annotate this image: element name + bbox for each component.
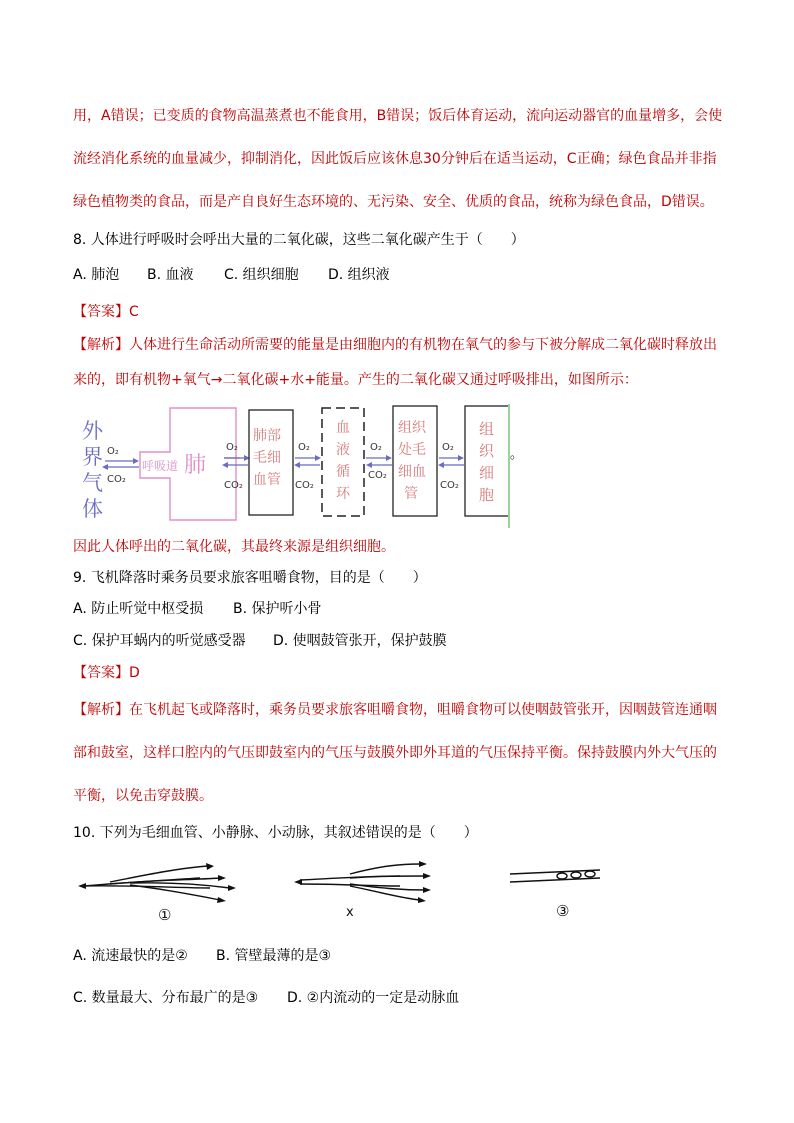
svg-text:胞: 胞 xyxy=(479,486,495,504)
svg-text:血管: 血管 xyxy=(253,472,281,488)
vessel-figure-3 xyxy=(510,870,600,882)
q9-option-b: B. 保护听小骨 xyxy=(233,601,322,617)
tissue-capillary-label xyxy=(398,420,427,502)
tissue-cell-label xyxy=(479,420,495,504)
analysis-tag: 【解析】 xyxy=(73,337,129,353)
q10-option-b: B. 管壁最薄的是③ xyxy=(216,948,332,964)
q10-options-row-2 xyxy=(73,988,459,1008)
answer-tag: 【答案】 xyxy=(73,665,129,681)
q8-conclusion: 因此人体呼出的二氧化碳，其最终来源是组织细胞。 xyxy=(73,539,395,555)
q9-options-row-1 xyxy=(73,599,322,619)
q10-option-a: A. 流速最快的是② xyxy=(73,948,188,964)
vessel-figure-1-label: ① xyxy=(158,906,172,924)
svg-text:环: 环 xyxy=(336,486,350,502)
co2-label-2: CO₂ xyxy=(224,480,243,491)
q7-text-line-1: 用，A错误；已变质的食物高温蒸煮也不能食用，B错误；饭后体育运动，流向运动器官的血量增多，会使 xyxy=(73,108,723,124)
o2-label-5: O₂ xyxy=(442,442,454,453)
q8-question: 8. 人体进行呼吸时会呼出大量的二氧化碳，这些二氧化碳产生于（ ） xyxy=(73,232,525,248)
answer-tag: 【答案】 xyxy=(73,304,129,320)
q9-option-c: C. 保护耳蜗内的听觉感受器 xyxy=(73,633,246,649)
respiration-diagram xyxy=(78,400,528,530)
q10-options-row-1 xyxy=(73,946,331,966)
outside-air-char-1: 外 xyxy=(82,419,103,443)
co2-label-1: CO₂ xyxy=(107,474,126,485)
outside-air-char-2: 界 xyxy=(82,445,103,469)
q8-analysis-text-1: 人体进行生命活动所需要的能量是由细胞内的有机物在氧气的参与下被分解成二氧化碳时释放出 xyxy=(129,337,717,353)
q8-option-b: B. 血液 xyxy=(147,267,194,283)
svg-text:循: 循 xyxy=(336,464,350,480)
co2-label-4: CO₂ xyxy=(368,470,387,481)
q8-answer-value: C xyxy=(129,304,139,320)
svg-text:管: 管 xyxy=(404,486,418,502)
svg-text:组织: 组织 xyxy=(398,420,426,436)
svg-text:血: 血 xyxy=(336,420,350,436)
vessel-figure-2 xyxy=(300,864,425,900)
q9-option-a: A. 防止听觉中枢受损 xyxy=(73,601,204,617)
q8-options xyxy=(73,265,390,285)
vessel-figure-1 xyxy=(84,866,230,900)
analysis-tag: 【解析】 xyxy=(73,702,129,718)
q8-analysis-line-2: 来的，即有机物+氧气→二氧化碳+水+能量。产生的二氧化碳又通过呼吸排出，如图所示： xyxy=(73,372,638,388)
vessel-figures xyxy=(70,852,630,927)
q8-analysis-line-1 xyxy=(73,335,717,355)
q7-text-line-3: 绿色植物类的食品，而是产自良好生态环境的、无污染、安全、优质的食品，统称为绿色食品，D错误。 xyxy=(73,194,714,210)
q9-answer xyxy=(73,663,140,683)
q8-option-c: C. 组织细胞 xyxy=(224,267,299,283)
outside-air-char-4: 体 xyxy=(82,497,103,521)
svg-text:织: 织 xyxy=(479,442,495,460)
q7-text-line-2: 流经消化系统的血量减少，抑制消化，因此饭后应该休息30分钟后在适当运动，C正确；绿色食品并非指 xyxy=(73,151,717,167)
o2-label-1: O₂ xyxy=(107,446,119,457)
q9-answer-value: D xyxy=(129,665,140,681)
svg-text:毛细: 毛细 xyxy=(253,450,281,466)
q9-analysis-line-2: 部和鼓室，这样口腔内的气压即鼓室内的气压与鼓膜外即外耳道的气压保持平衡。保持鼓膜内外大气压的 xyxy=(73,745,717,761)
svg-text:处毛: 处毛 xyxy=(398,442,426,458)
q9-analysis-text-1: 在飞机起飞或降落时，乘务员要求旅客咀嚼食物，咀嚼食物可以使咽鼓管张开，因咽鼓管连通咽 xyxy=(129,702,717,718)
q9-analysis-line-3: 平衡，以免击穿鼓膜。 xyxy=(73,788,213,804)
airway-label: 呼吸道 xyxy=(142,459,179,473)
vessel-figure-2-label: ⅹ xyxy=(346,905,354,920)
q8-option-d: D. 组织液 xyxy=(328,267,390,283)
q9-options-row-2 xyxy=(73,631,447,651)
co2-label-5: CO₂ xyxy=(440,480,459,491)
diagram-end-mark: 。 xyxy=(510,447,524,462)
q8-option-a: A. 肺泡 xyxy=(73,267,120,283)
q10-option-d: D. ②内流动的一定是动脉血 xyxy=(287,990,460,1006)
lung-label: 肺 xyxy=(184,453,207,478)
o2-label-4: O₂ xyxy=(370,442,382,453)
o2-label-3: O₂ xyxy=(298,442,310,453)
o2-label-2: O₂ xyxy=(226,442,238,453)
co2-label-3: CO₂ xyxy=(295,480,314,491)
svg-text:肺部: 肺部 xyxy=(253,428,281,444)
svg-text:细血: 细血 xyxy=(398,464,426,480)
q8-answer xyxy=(73,302,139,322)
q10-option-c: C. 数量最大、分布最广的是③ xyxy=(73,990,259,1006)
q9-question: 9. 飞机降落时乘务员要求旅客咀嚼食物，目的是（ ） xyxy=(73,570,427,586)
q9-analysis-line-1 xyxy=(73,700,717,720)
vessel-figure-2-arrowheads xyxy=(294,861,431,903)
vessel-figure-3-label: ③ xyxy=(556,902,570,920)
svg-text:组: 组 xyxy=(479,420,495,438)
outside-air-char-3: 气 xyxy=(82,471,103,495)
blood-circulation-label xyxy=(336,420,351,502)
svg-text:细: 细 xyxy=(479,464,495,482)
q10-question: 10. 下列为毛细血管、小静脉、小动脉，其叙述错误的是（ ） xyxy=(73,825,478,841)
outside-air-label xyxy=(82,419,104,521)
q9-option-d: D. 使咽鼓管张开，保护鼓膜 xyxy=(273,633,447,649)
svg-text:液: 液 xyxy=(336,442,350,458)
lung-capillary-label xyxy=(253,427,281,488)
